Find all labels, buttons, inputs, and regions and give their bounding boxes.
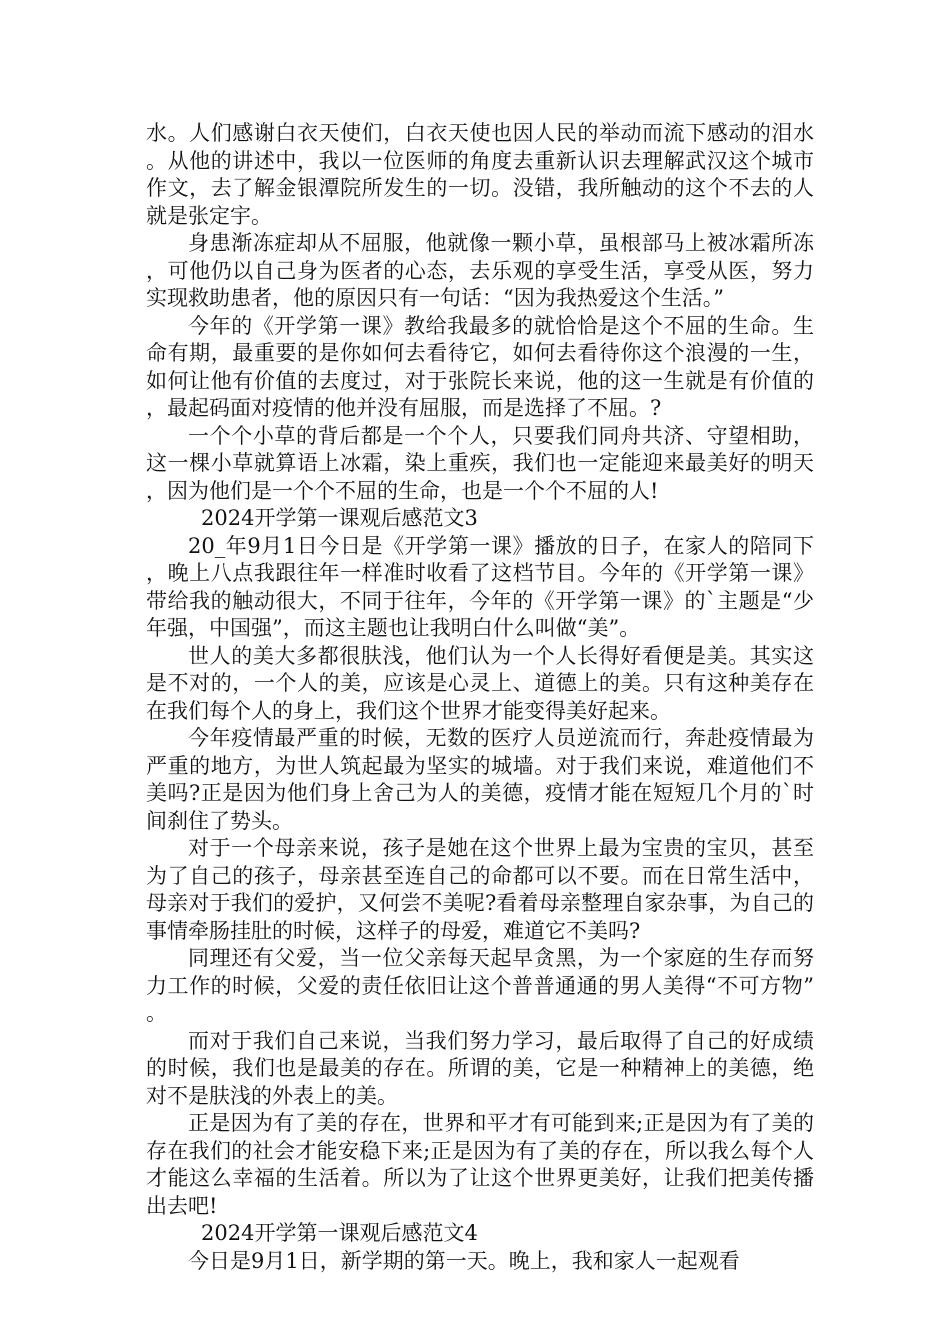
- body-paragraph: 水。人们感谢白衣天使们，白衣天使也因人民的举动而流下感动的泪水。从他的讲述中，我以一位医师的角度去重新认识去理解武汉这个城市作文，去了解金银潭院所发生的一切。没错，我所触动的这个不去的人就是张定宇。: [146, 121, 814, 228]
- body-paragraph: 今年疫情最严重的时候，无数的医疗人员逆流而行，奔赴疫情最为严重的地方，为世人筑起最为坚实的城墙。对于我们来说，难道他们不美吗?正是因为他们身上舍己为人的美德，疫情才能在短短几个月的`时间刹住了势头。: [146, 726, 814, 833]
- body-paragraph: 一个个小草的背后都是一个个人，只要我们同舟共济、守望相助，这一棵小草就算语上冰霜，染上重疾，我们也一定能迎来最美好的明天，因为他们是一个个不屈的生命，也是一个个不屈的人!: [146, 423, 814, 503]
- body-paragraph: 世人的美大多都很肤浅，他们认为一个人长得好看便是美。其实这是不对的，一个人的美，应该是心灵上、道德上的美。只有这种美存在在我们每个人的身上，我们这个世界才能变得美好起来。: [146, 643, 814, 723]
- body-paragraph: 对于一个母亲来说，孩子是她在这个世界上最为宝贵的宝贝，甚至为了自己的孩子，母亲甚至连自己的命都可以不要。而在日常生活中，母亲对于我们的爱护，又何尝不美呢?看着母亲整理自家杂事，为自己的事情牵肠挂肚的时候，这样子的母爱，难道它不美吗?: [146, 836, 814, 943]
- document-page: [146, 120, 814, 1275]
- body-paragraph: 身患渐冻症却从不屈服，他就像一颗小草，虽根部马上被冰霜所冻，可他仍以自己身为医者的心态，去乐观的享受生活，享受从医，努力实现救助患者，他的原因只有一句话：“因为我热爱这个生活。”: [146, 231, 814, 310]
- body-paragraph: 今年的《开学第一课》教给我最多的就恰恰是这个不屈的生命。生命有期，最重要的是你如何去看待它，如何去看待你这个浪漫的一生，如何让他有价值的去度过，对于张院长来说，他的这一生就是有价值的，最起码面对疫情的他并没有屈服，而是选择了不屈。?: [146, 313, 814, 420]
- body-paragraph: 同理还有父爱，当一位父亲每天起早贪黑，为一个家庭的生存而努力工作的时候，父爱的责任依旧让这个普普通通的男人美得“不可方物”。: [146, 946, 814, 1025]
- body-paragraph: 正是因为有了美的存在，世界和平才有可能到来;正是因为有了美的存在我们的社会才能安稳下来;正是因为有了美的存在，所以我么每个人才能这么幸福的生活着。所以为了让这个世界更美好，让我们把美传播出去吧!: [146, 1111, 814, 1218]
- section-heading: 2024开学第一课观后感范文3: [201, 506, 478, 530]
- body-paragraph: 20_年9月1日今日是《开学第一课》播放的日子，在家人的陪同下，晚上八点我跟往年一样准时收看了这档节目。今年的《开学第一课》带给我的触动很大，不同于往年，今年的《开学第一课》的`主题是“少年强，中国强”，而这主题也让我明白什么叫做“美”。: [146, 533, 814, 640]
- section-heading: 2024开学第一课观后感范文4: [201, 1221, 478, 1245]
- body-paragraph: 今日是9月1日，新学期的第一天。晚上，我和家人一起观看: [188, 1248, 740, 1273]
- body-paragraph: 而对于我们自己来说，当我们努力学习，最后取得了自己的好成绩的时候，我们也是最美的存在。所谓的美，它是一种精神上的美德，绝对不是肤浅的外表上的美。: [146, 1028, 814, 1108]
